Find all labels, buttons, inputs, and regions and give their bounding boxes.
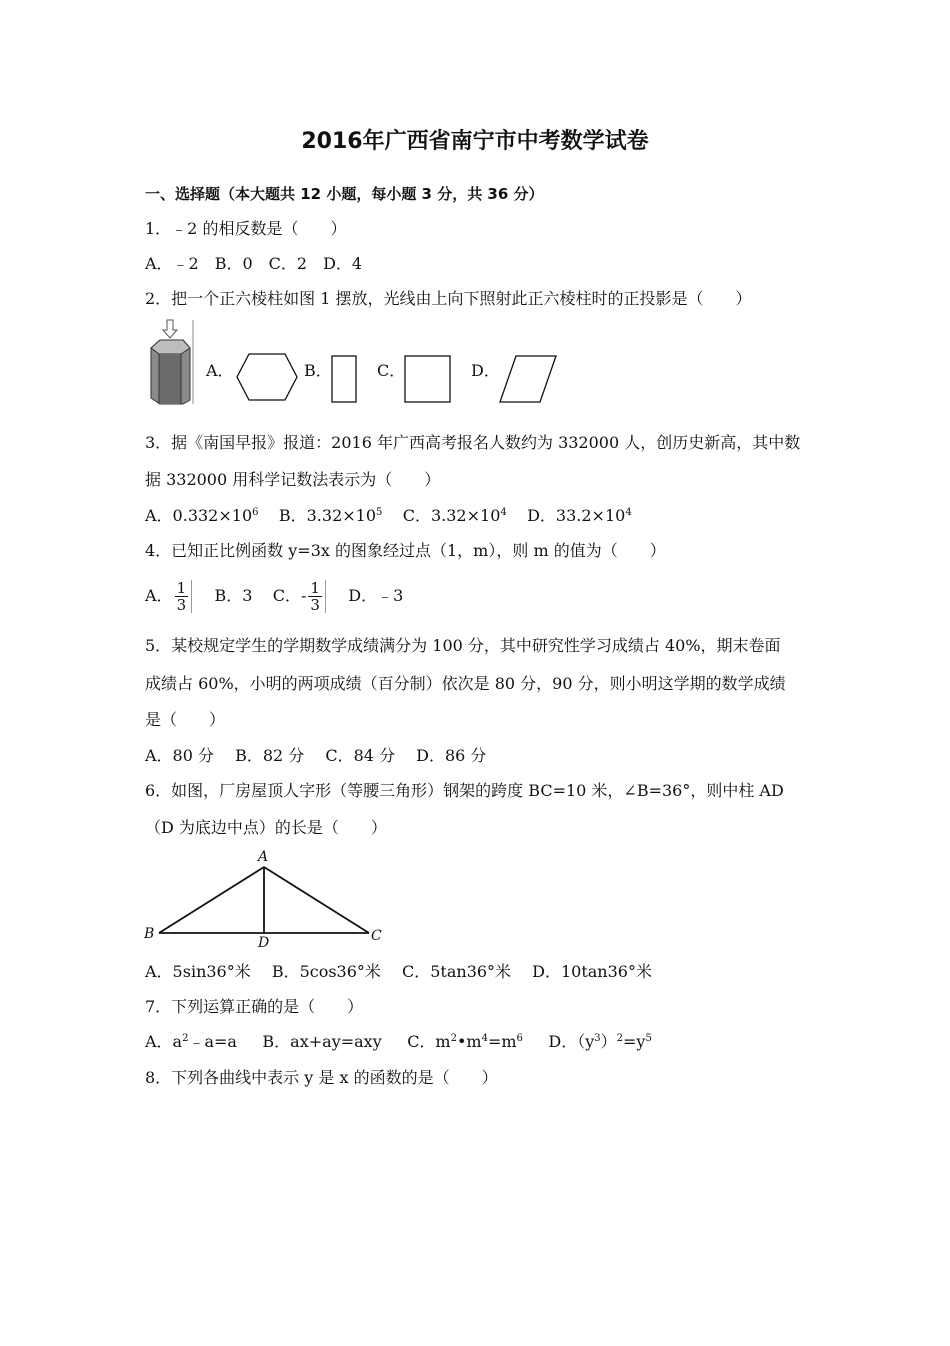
- q6-point-a: A: [258, 849, 269, 865]
- q5-stem-line2: 成绩占 60%，小明的两项成绩（百分制）依次是 80 分，90 分，则小明这学期的数学成绩: [145, 674, 786, 693]
- q7-option-d: D．$(y^3)^2=y^5$: [548, 1032, 652, 1051]
- q4-fraction-a: $\frac{1}{3}$: [175, 580, 193, 613]
- q3-stem-line2: 据 332000 用科学记数法表示为（ ）: [145, 470, 441, 489]
- q4-option-c-label: C．-: [272, 586, 307, 605]
- q6-options: A．5sin36°米 B．5cos36°米 C．5tan36°米 D．10tan36°米: [145, 962, 652, 981]
- q7-stem: 7．下列运算正确的是（ ）: [145, 997, 364, 1016]
- q2-label-d: D．: [471, 361, 500, 380]
- q4-option-a-label: A．: [145, 586, 173, 605]
- q7-option-b: B．ax+ay=axy: [262, 1032, 382, 1051]
- q3-stem-line1: 3．据《南国早报》报道：2016 年广西高考报名人数约为 332000 人，创历史新高，其中数: [145, 433, 801, 452]
- q6-point-b: B: [144, 926, 155, 942]
- q7-options: [145, 1032, 652, 1052]
- q6-point-c: C: [371, 928, 382, 944]
- q3-options: [145, 506, 632, 526]
- q3-option-a: A．$0.332\times 10^6$: [145, 506, 259, 525]
- q5-stem-line3: 是（ ）: [145, 710, 226, 729]
- q7-option-a: A．$a^2﹣a=a$: [145, 1032, 237, 1051]
- q2-option-a-hexagon-icon: [235, 352, 299, 402]
- q2-stem: 2．把一个正六棱柱如图 1 摆放，光线由上向下照射此正六棱柱时的正投影是（ ）: [145, 289, 752, 308]
- q3-option-b: B．$3.32\times 10^5$: [278, 506, 383, 525]
- q4-option-b: B．3: [214, 586, 253, 605]
- q6-stem-line1: 6．如图，厂房屋顶人字形（等腰三角形）钢架的跨度 BC=10 米，∠B=36°，则中柱 AD: [145, 781, 784, 800]
- q2-label-c: C．: [377, 361, 406, 380]
- q2-label-a: A．: [206, 361, 234, 380]
- q3-option-d: D．$33.2\times 10^4$: [527, 506, 632, 525]
- q6-stem-line2: （D 为底边中点）的长是（ ）: [145, 818, 387, 837]
- q3-option-c: C．$3.32\times 10^4$: [402, 506, 507, 525]
- q6-triangle-diagram: [143, 848, 385, 950]
- q8-stem: 8．下列各曲线中表示 y 是 x 的函数的是（ ）: [145, 1068, 498, 1087]
- q4-options: [145, 572, 403, 620]
- q2-prism-figure: [145, 318, 197, 406]
- section-heading: 一、选择题（本大题共 12 小题，每小题 3 分，共 36 分）: [145, 185, 544, 203]
- q2-label-b: B．: [304, 361, 332, 380]
- q6-point-d: D: [258, 935, 270, 950]
- q7-option-c: C．$m^2•m^4=m^6$: [407, 1032, 523, 1051]
- q2-option-d-parallelogram-icon: [498, 354, 560, 404]
- q4-option-d: D．﹣3: [348, 586, 404, 605]
- q2-option-b-rectangle-icon: [331, 355, 359, 403]
- q4-stem: 4．已知正比例函数 y=3x 的图象经过点（1，m），则 m 的值为（ ）: [145, 541, 666, 560]
- q1-stem: 1．﹣2 的相反数是（ ）: [145, 219, 347, 238]
- page-title: 2016年广西省南宁市中考数学试卷: [301, 129, 649, 154]
- q1-options: A．﹣2 B．0 C．2 D．4: [145, 254, 363, 273]
- q2-option-c-square-icon: [404, 355, 452, 403]
- q5-stem-line1: 5．某校规定学生的学期数学成绩满分为 100 分，其中研究性学习成绩占 40%，期末卷面: [145, 636, 781, 655]
- q5-options: A．80 分 B．82 分 C．84 分 D．86 分: [145, 746, 487, 765]
- q4-fraction-c: $\frac{1}{3}$: [308, 580, 326, 613]
